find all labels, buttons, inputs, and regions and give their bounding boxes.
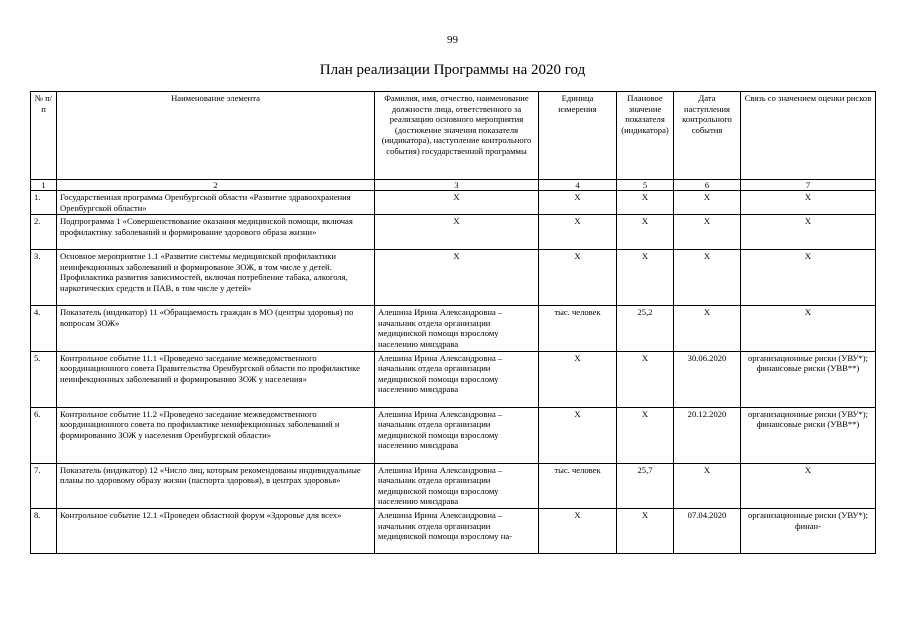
plan-value: Х (617, 407, 674, 463)
element-name: Контрольное событие 11.1 «Проведено заседание межведомственного координационного совета Правительства Оренбургской области по профилактике неинфекционных заболеваний и формированию ЗОЖ у населения» (57, 351, 375, 407)
row-number: 3. (31, 250, 57, 306)
table-row (31, 351, 876, 407)
risk-link: Х (741, 463, 876, 508)
column-number-row (31, 180, 876, 191)
responsible-person: Алешина Ирина Александровна – начальник отдела организации медицинской помощи взрослому населению минздрава (375, 351, 539, 407)
row-number: 6. (31, 407, 57, 463)
table-header-row (31, 92, 876, 180)
table-row (31, 463, 876, 508)
row-number: 7. (31, 463, 57, 508)
element-name: Показатель (индикатор) 12 «Число лиц, которым рекомендованы индивидуальные планы по здоровому образу жизни (паспорта здоровья), в центрах здоровья» (57, 463, 375, 508)
unit: Х (539, 191, 617, 215)
risk-link: Х (741, 215, 876, 250)
plan-value: 25,7 (617, 463, 674, 508)
column-header-responsible: Фамилия, имя, отчество, наименование должности лица, ответственного за реализацию основного мероприятия (достижение значения показателя (индикатора), наступление контрольного события) государственной программы (375, 92, 539, 180)
column-number: 3 (375, 180, 539, 191)
event-date: Х (674, 306, 741, 351)
unit: Х (539, 407, 617, 463)
risk-link: Х (741, 191, 876, 215)
risk-link: организационные риски (УВУ*); финан- (741, 508, 876, 553)
table-row (31, 191, 876, 215)
risk-link: Х (741, 306, 876, 351)
risk-link: организационные риски (УВУ*); финансовые риски (УВВ**) (741, 351, 876, 407)
element-name: Контрольное событие 12.1 «Проведен областной форум «Здоровье для всех» (57, 508, 375, 553)
table-row (31, 306, 876, 351)
plan-value: Х (617, 250, 674, 306)
risk-link: организационные риски (УВУ*); финансовые риски (УВВ**) (741, 407, 876, 463)
column-number: 4 (539, 180, 617, 191)
event-date: 20.12.2020 (674, 407, 741, 463)
responsible-person: Х (375, 191, 539, 215)
table-row (31, 508, 876, 553)
event-date: Х (674, 463, 741, 508)
column-header-risk: Связь со значением оценки рисков (741, 92, 876, 180)
event-date: 30.06.2020 (674, 351, 741, 407)
event-date: Х (674, 191, 741, 215)
column-number: 2 (57, 180, 375, 191)
event-date: 07.04.2020 (674, 508, 741, 553)
column-header-number: № п/п (31, 92, 57, 180)
column-header-unit: Единица измерения (539, 92, 617, 180)
plan-value: Х (617, 215, 674, 250)
event-date: Х (674, 250, 741, 306)
unit: тыс. человек (539, 306, 617, 351)
responsible-person: Алешина Ирина Александровна – начальник отдела организации медицинской помощи взрослому на- (375, 508, 539, 553)
risk-link: Х (741, 250, 876, 306)
row-number: 4. (31, 306, 57, 351)
plan-table (30, 91, 876, 554)
page-number: 99 (447, 34, 458, 46)
row-number: 5. (31, 351, 57, 407)
column-header-name: Наименование элемента (57, 92, 375, 180)
row-number: 8. (31, 508, 57, 553)
unit: Х (539, 351, 617, 407)
responsible-person: Х (375, 215, 539, 250)
element-name: Основное мероприятие 1.1 «Развитие системы медицинской профилактики неинфекционных заболеваний и формирование ЗОЖ, в том числе у детей. Профилактика развития зависимостей, включая потребление табака, алкоголя, наркотических средств и ПАВ, в том числе у детей» (57, 250, 375, 306)
plan-value: Х (617, 351, 674, 407)
document-title: План реализации Программы на 2020 год (319, 62, 586, 78)
column-header-plan-value: Плановое значение показателя (индикатора) (617, 92, 674, 180)
row-number: 1. (31, 191, 57, 215)
table-row (31, 250, 876, 306)
column-number: 5 (617, 180, 674, 191)
responsible-person: Алешина Ирина Александровна – начальник отдела организации медицинской помощи взрослому населению минздрава (375, 463, 539, 508)
plan-value: Х (617, 191, 674, 215)
plan-value: 25,2 (617, 306, 674, 351)
row-number: 2. (31, 215, 57, 250)
plan-value: Х (617, 508, 674, 553)
element-name: Показатель (индикатор) 11 «Обращаемость граждан в МО (центры здоровья) по вопросам ЗОЖ» (57, 306, 375, 351)
responsible-person: Алешина Ирина Александровна – начальник отдела организации медицинской помощи взрослому населению минздрава (375, 407, 539, 463)
element-name: Подпрограмма 1 «Совершенствование оказания медицинской помощи, включая профилактику заболеваний и формирование здорового образа жизни» (57, 215, 375, 250)
unit: тыс. человек (539, 463, 617, 508)
element-name: Контрольное событие 11.2 «Проведено заседание межведомственного координационного совета по профилактике неинфекционных заболеваний и формированию ЗОЖ у населения Оренбургской области» (57, 407, 375, 463)
table-row (31, 407, 876, 463)
responsible-person: Х (375, 250, 539, 306)
column-number: 1 (31, 180, 57, 191)
element-name: Государственная программа Оренбургской области «Развитие здравоохранения Оренбургской области» (57, 191, 375, 215)
unit: Х (539, 215, 617, 250)
column-number: 6 (674, 180, 741, 191)
column-header-date: Дата наступления контрольного события (674, 92, 741, 180)
responsible-person: Алешина Ирина Александровна – начальник отдела организации медицинской помощи взрослому населению минздрава (375, 306, 539, 351)
unit: Х (539, 250, 617, 306)
column-number: 7 (741, 180, 876, 191)
table-row (31, 215, 876, 250)
event-date: Х (674, 215, 741, 250)
unit: Х (539, 508, 617, 553)
